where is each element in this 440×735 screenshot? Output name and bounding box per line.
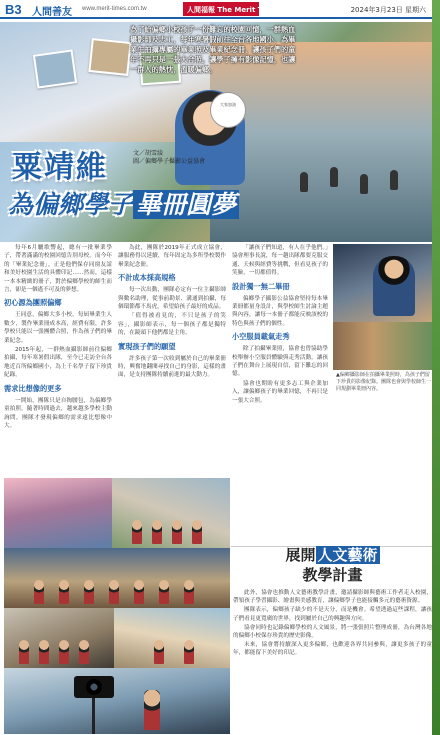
person-figure <box>39 640 49 664</box>
subtitle-highlight: 畢冊圓夢 <box>133 190 239 219</box>
person-figure <box>152 520 162 544</box>
page-header <box>0 0 440 19</box>
paragraph: 協會同時也記錄偏鄉學校的人文風景，將一張張照片整理成冊，為台灣各地的偏鄉小校保存珍貴的歷史影像。 <box>233 624 432 640</box>
running-child <box>330 167 338 187</box>
subheading: 實現孩子們的願望 <box>118 341 176 351</box>
paragraph: 協會也期盼有更多志工與企業加入，讓偏鄉孩子的畢業回憶，不再只是一張大合照。 <box>232 380 328 404</box>
byline-photo-credit: 圖／偏鄉學子攝影公益協會 <box>133 158 206 165</box>
person-figure <box>59 640 69 664</box>
subtitle-prefix: 為偏鄉學子 <box>8 190 134 219</box>
person-figure <box>192 520 202 544</box>
headline-subtitle <box>8 185 239 221</box>
collage-photo-outdoor <box>114 608 230 668</box>
article-column-3 <box>232 244 328 476</box>
person-figure <box>19 640 29 664</box>
paragraph: 許多孩子第一次收到屬於自己的畢業冊時，興奮地翻閱尋找自己的身影，這樣的畫面，是支持團隊持續前進的最大動力。 <box>118 355 226 379</box>
hero-section <box>0 22 432 242</box>
feature-section <box>233 545 432 735</box>
paragraph: 王同意，偏鄉大多小校，每屆畢業生人數少，製作畢業冊成本高，經費有限，許多學校只能以一張團體合照，作為孩子們的畢業紀念。 <box>4 312 112 344</box>
paragraph: 一開始，團隊只是自掏腰包，為偏鄉學童拍照。隨著時間過去，越來越多學校主動詢問，團隊才發現偏鄉的需求遠比想像中大。 <box>4 397 112 429</box>
website-url[interactable]: www.merit-times.com.tw <box>82 6 147 12</box>
person-figure <box>109 580 119 604</box>
person-figure <box>132 520 142 544</box>
circle-badge: 大家加油 <box>210 92 246 128</box>
paragraph: 每一次出動，團隊必定有一位主攝影師與數名助理，從事前勘景、溝通到拍攝，每個環節都不馬虎，希望給孩子最好的成品。 <box>118 287 226 311</box>
person-figure <box>134 580 144 604</box>
byline <box>133 150 205 166</box>
paragraph: 團隊表示，偏鄉孩子缺少的不是天分，而是機會。希望透過這些課程，讓孩子們看見更寬廣的世界，找到屬於自己的興趣與方向。 <box>233 607 432 622</box>
running-child <box>390 170 398 190</box>
hero-intro: 為了給偏鄉小校孩子一份難忘的校園回憶，一群熱血攝影師及志工，每年寒暑假前往全台各地國小，為畢業生拍攝專屬的畢業照及畢業紀念冊，讓孩子們的童年不再只是一張大合照。讓學子擁有影像記憶，也讓一群人的熱忱，溫暖偏鄉。 <box>130 25 296 74</box>
article-column-1 <box>4 244 112 476</box>
hanging-photo-frame <box>88 38 131 76</box>
collage-photo-class <box>4 548 230 608</box>
paragraph: 「讓孩子們知道，有人在乎他們。」協會理事長說，每一趟出隊都要克服交通、天候與經費等挑戰，但看見孩子的笑臉，一切都值得。 <box>232 245 328 277</box>
collage-photo-camera <box>4 668 230 734</box>
students-photo <box>333 322 432 370</box>
paragraph: 偏鄉學子攝影公益協會堅持每本畢業冊都量身設計，與學校師生討論主題與內容，讓每一本冊子都能反映該校的特色與孩子們的個性。 <box>232 295 328 327</box>
page-number: B3 <box>5 2 22 17</box>
paragraph: 2015年起，一群熱血攝影師前往偏鄉拍攝，每年寒暑假出隊，至今已走訪全台各地近百所偏鄉國小，為上千名學子留下珍貴紀錄。 <box>4 347 112 379</box>
paragraph: 此外，協會也推動人文藝術教學計畫，邀請攝影師與藝術工作者走入校園，帶領孩子學習攝影、繪畫與美感教育，讓偏鄉學子也能接觸多元的藝術資源。 <box>233 590 432 605</box>
person-figure <box>144 690 160 730</box>
running-child <box>300 172 308 192</box>
headline-name: 粟靖維 <box>12 150 108 185</box>
collage-photo-flowers <box>4 478 112 548</box>
paragraph: 除了拍攝畢業照，協會也曾協助學校舉辦小空服員體驗與走秀活動，讓孩子們在舞台上展現自信，留下難忘的回憶。 <box>232 346 328 378</box>
running-child <box>360 174 368 194</box>
section-name: 人間善友 <box>32 7 72 18</box>
feature-title <box>233 545 432 585</box>
collage-photo-group <box>112 478 230 548</box>
paragraph: 未來，協會將持續深入更多偏鄉，也歡迎各界共同參與，讓更多孩子的童年，都能留下美好的印記。 <box>233 642 432 657</box>
article-column-2 <box>118 244 226 476</box>
feature-title-part2: 教學計畫 <box>302 566 363 584</box>
subheading: 初心源為團照偏鄉 <box>4 298 62 308</box>
photographer-photo <box>333 244 432 322</box>
feature-title-part1: 展開 <box>285 546 316 564</box>
person-figure <box>184 580 194 604</box>
subheading: 需求比想像的更多 <box>4 383 62 393</box>
person-figure <box>34 580 44 604</box>
paragraph: 「值得被看見的，不只是孩子的笑容」，攝影師表示，每一個孩子都是獨特的，在鏡頭下他們都是主角。 <box>118 313 226 337</box>
collage-photo-lineup <box>4 608 114 668</box>
photographer-figure <box>373 256 415 316</box>
issue-date: 2024年3月23日 星期六 <box>350 6 426 14</box>
subheading: 設計獨一無二畢冊 <box>232 281 290 291</box>
byline-author: 文／胡雪綾 <box>133 150 164 157</box>
subheading: 不計成本採高規格 <box>118 273 176 283</box>
paragraph: 為此，團隊於2019年正式成立協會，讓服務得以延續，每年固定為多所學校製作畢業紀念冊。 <box>118 245 226 268</box>
person-figure <box>79 640 89 664</box>
person-figure <box>184 640 194 664</box>
tripod <box>92 698 95 734</box>
person-figure <box>84 580 94 604</box>
feature-title-highlight: 人文藝術 <box>317 546 378 564</box>
person-figure <box>159 580 169 604</box>
newspaper-logo: 人間福報 The Merit Times <box>183 2 259 16</box>
person-figure <box>59 580 69 604</box>
hanging-photo-frame <box>33 49 77 88</box>
photo-caption: ▲偏鄉攝影師在拍攝畢業照時，為孩子們留下珍貴的影像紀錄。團隊也會與學校師生一同規劃畢業冊內容。 <box>336 372 432 392</box>
person-figure <box>172 520 182 544</box>
person-figure <box>154 640 164 664</box>
paragraph: 每年6月驪歌響起，總有一批畢業學子，帶著滿滿的校園回憶告別母校。而今年的「畢業紀念冊」，正是他們保存同窗友誼和美好校園生活的具體印記……然而，這樣一本本精緻的冊子，對於偏鄉學校的師生而言，卻是一個遙不可及的夢想。 <box>4 245 112 294</box>
feature-text <box>233 589 432 658</box>
camera-icon <box>74 676 114 698</box>
subheading: 小空服員載氣走秀 <box>232 332 290 342</box>
